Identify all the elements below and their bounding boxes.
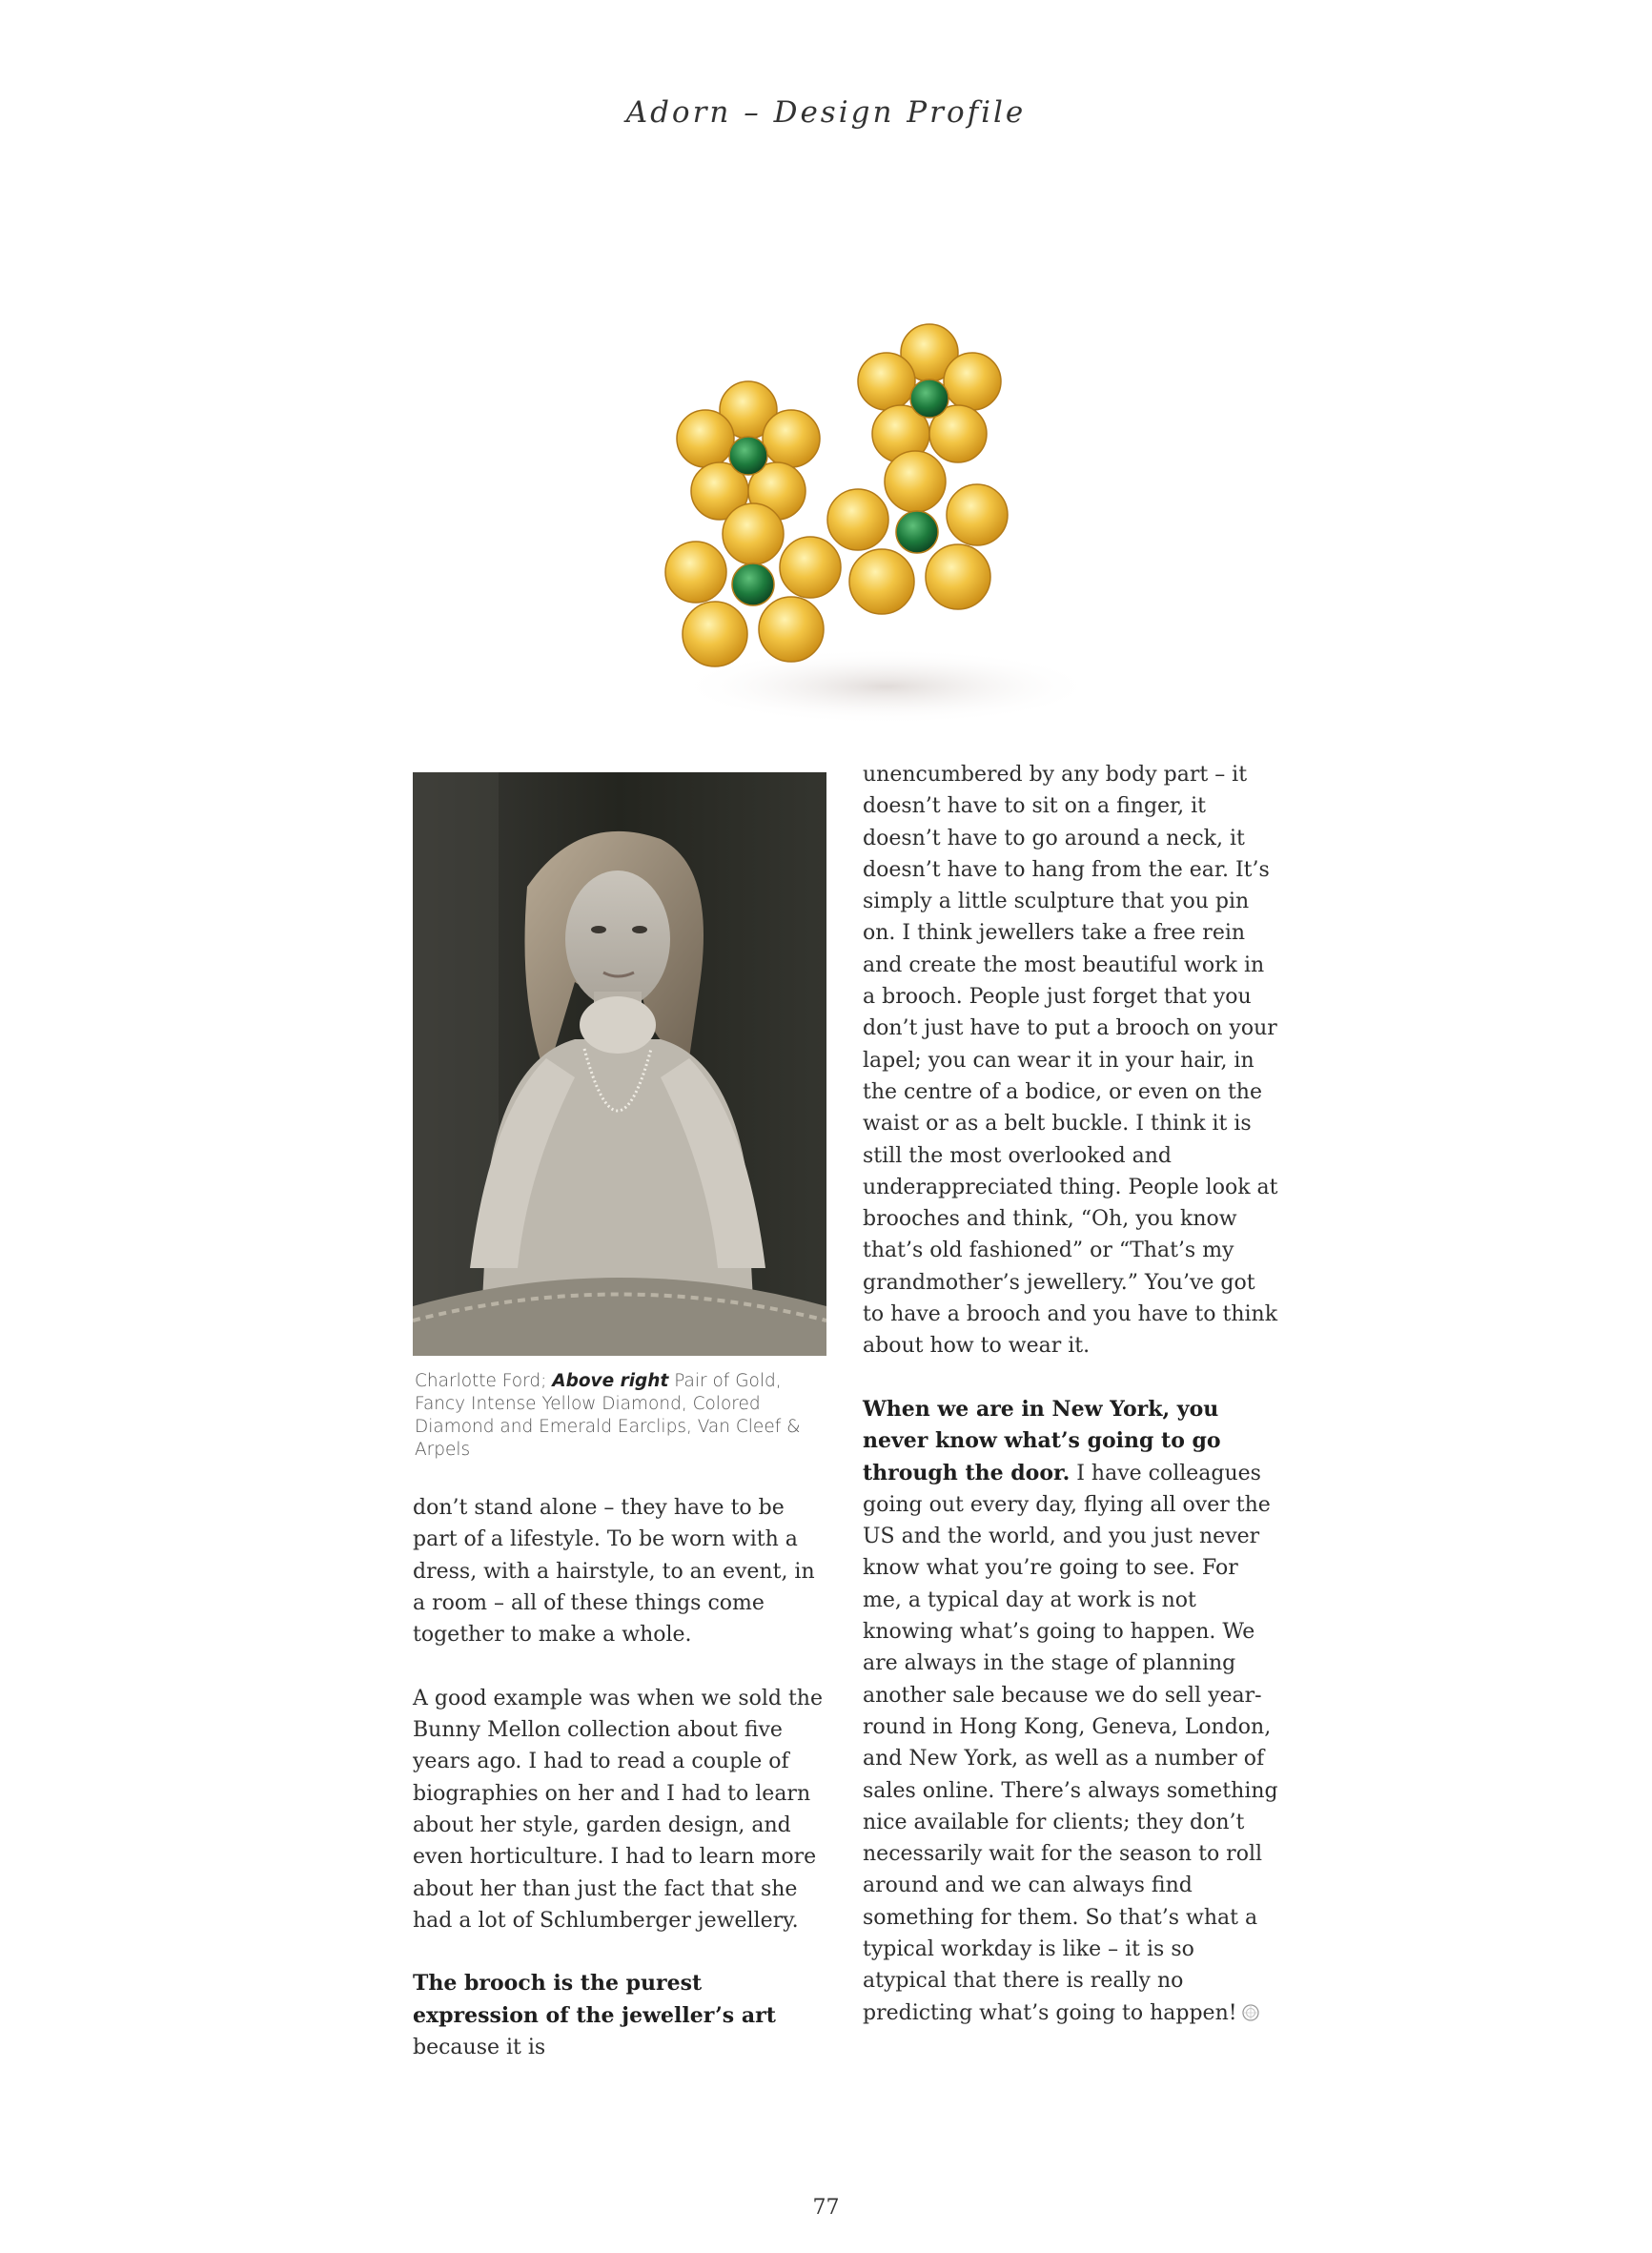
left-paragraph-3-lead: The brooch is the purest expression of the jeweller’s art <box>413 1971 776 2028</box>
caption-lead: Charlotte Ford; <box>415 1371 553 1391</box>
left-paragraph-2: A good example was when we sold the Bunny Mellon collection about five years ago. I had to read a couple of biographies on her and I had to learn about her style, garden design, and even horticulture. I had to learn more about her than just the fact that she had a lot of Schlumberger jewellery. <box>413 1686 823 1933</box>
page-number: 77 <box>812 2196 840 2220</box>
portrait-photo <box>413 772 826 1356</box>
caption-emphasis: Above right <box>552 1371 669 1391</box>
left-paragraph-3 <box>413 1968 832 2063</box>
right-paragraph-2-lead: When we are in New York, you never know what’s going to go through the door. <box>863 1396 1221 1485</box>
right-paragraph-2-rest: I have colleagues going out every day, flying all over the US and the world, and you just never know what you’re going to see. For me, a typical day at work is not knowing what’s going to happen. We are always in the stage of planning another sale because we do sell year-round in Hong Kong, Geneva, London, and New York, as well as a number of sales online. There’s always something nice available for clients; they don’t necessarily wait for the season to roll around and we can always find something for them. So that’s what a typical workday is like – it is so atypical that there is really no predicting what’s going to happen! <box>863 1461 1278 2025</box>
left-column <box>413 1492 832 2063</box>
left-paragraph-1: don’t stand alone – they have to be part of a lifestyle. To be worn with a dress, with a hairstyle, to an event, in a room – all of these things come together to make a whole. <box>413 1496 815 1648</box>
right-earclip <box>827 324 1008 614</box>
earclips-image <box>648 305 1125 744</box>
caption-rest: Pair of Gold, Fancy Intense Yellow Diamond, Colored Diamond and Emerald Earclips, Van Cleef & Arpels <box>415 1371 801 1460</box>
right-column <box>863 759 1282 2029</box>
diamond-end-mark-icon <box>1241 2000 1260 2019</box>
left-paragraph-3-rest: because it is <box>413 2036 546 2060</box>
right-paragraph-2 <box>863 1394 1282 2029</box>
left-earclip <box>665 381 841 666</box>
running-head: Adorn – Design Profile <box>625 95 1027 130</box>
photo-caption <box>415 1370 825 1462</box>
right-paragraph-1: unencumbered by any body part – it doesn’t have to sit on a finger, it doesn’t have to go around a neck, it doesn’t have to hang from the ear. It’s simply a little sculpture that you pin on. I think jewellers take a free rein and create the most beautiful work in a brooch. People just forget that you don’t just have to put a brooch on your lapel; you can wear it in your hair, in the centre of a bodice, or even on the waist or as a belt buckle. I think it is still the most overlooked and underappreciated thing. People look at brooches and think, “Oh, you know that’s old fashioned” or “That’s my grandmother’s jewellery.” You’ve got to have a brooch and you have to think about how to wear it. <box>863 763 1278 1359</box>
